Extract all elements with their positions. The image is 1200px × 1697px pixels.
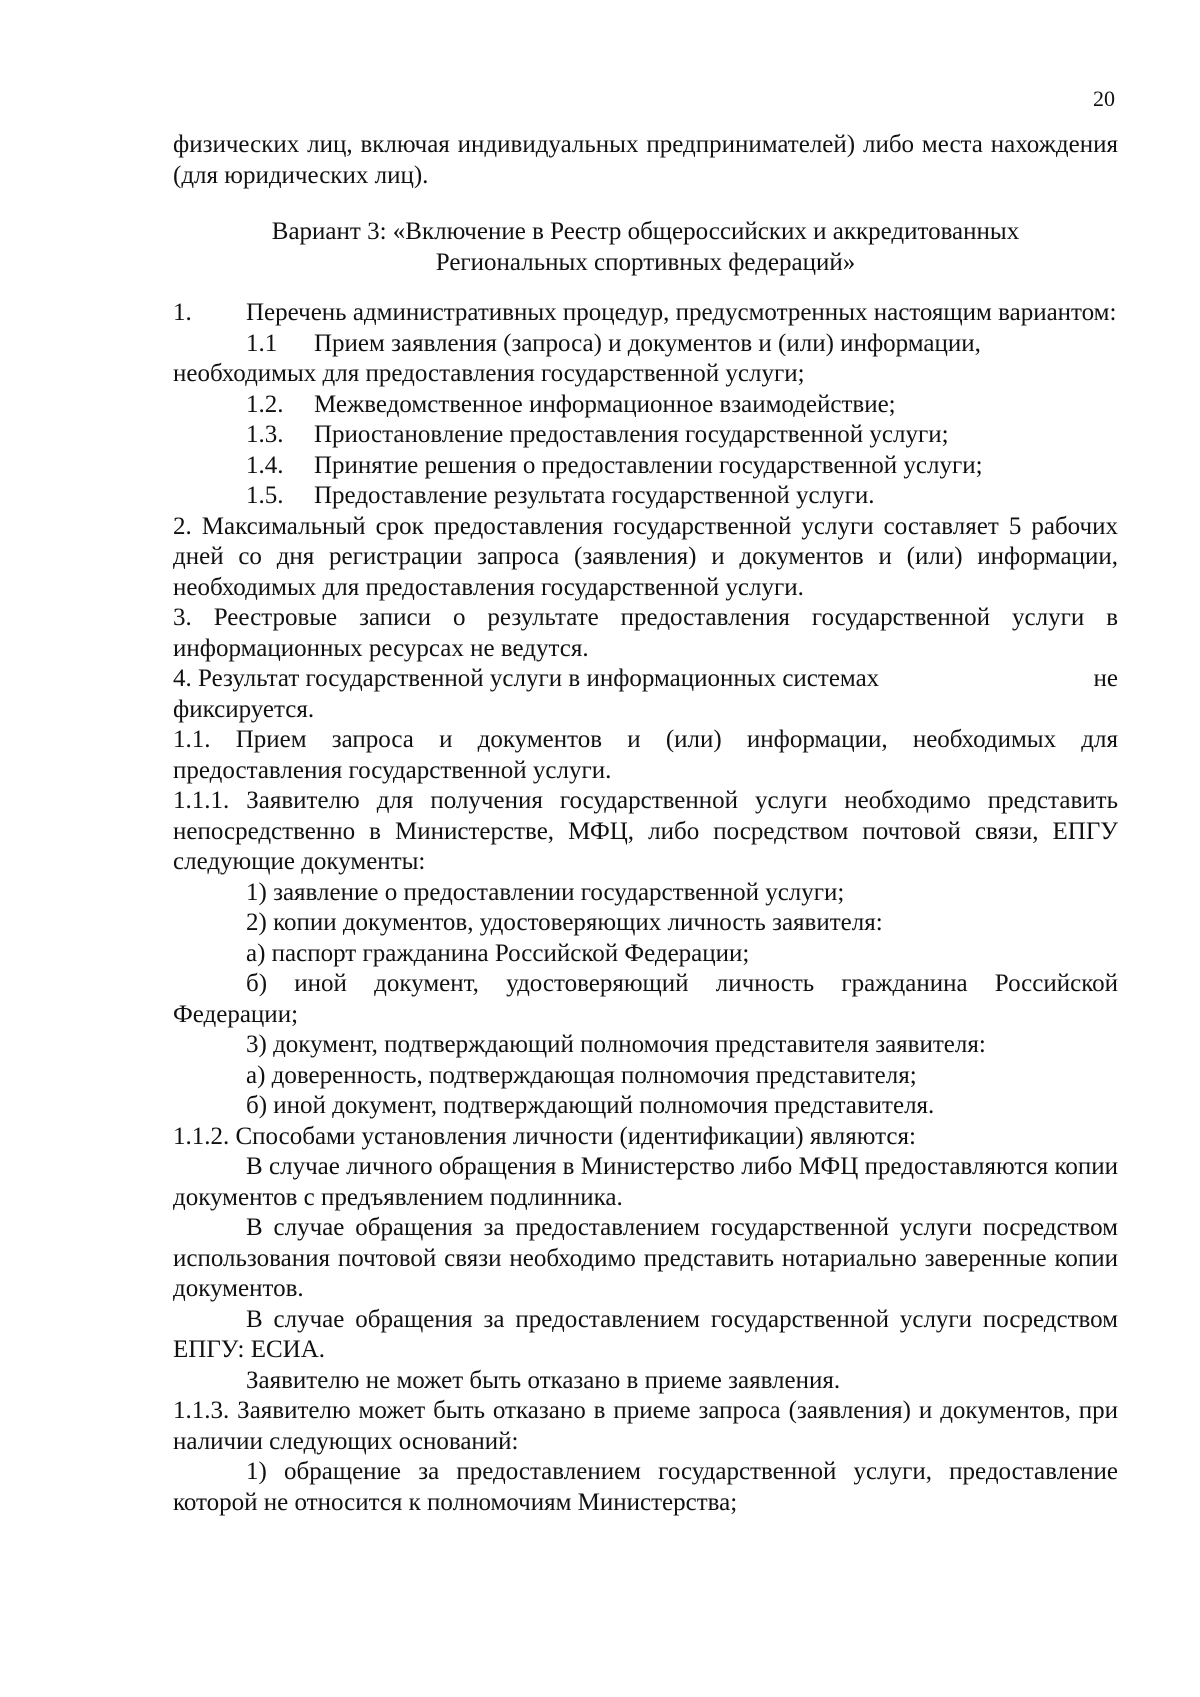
section-1-text — [246, 298, 1118, 329]
identification-item: В случае обращения за предоставлением государственной услуги посредством использования почтовой связи необходимо представить нотариально заверенные копии документов. — [173, 1214, 1118, 1302]
document-body — [173, 130, 1118, 1518]
procedure-text: Приостановление предоставления государственной услуги; — [314, 421, 949, 448]
section-1 — [173, 298, 1118, 329]
page-number: 20 — [1093, 86, 1115, 111]
refusal-ground-item: 1) обращение за предоставлением государственной услуги, предоставление которой не относится к полномочиям Министерства; — [173, 1458, 1118, 1516]
variant-heading — [173, 217, 1118, 278]
variant-heading-line-1: Вариант 3: «Включение в Реестр общероссийских и аккредитованных — [271, 218, 1020, 245]
procedure-number: 1.2. — [246, 390, 284, 418]
procedure-number: 1.4. — [246, 451, 284, 479]
paragraph-4-text: 4. Результат государственной услуги в информационных системах — [173, 665, 880, 692]
document-list-item: 3) документ, подтверждающий полномочия представителя заявителя: — [246, 1031, 986, 1058]
procedure-item — [173, 420, 1118, 451]
paragraph-1-1-1: 1.1.1. Заявителю для получения государственной услуги необходимо представить непосредственно в Министерстве, МФЦ, либо посредством почтовой связи, ЕПГУ следующие документы: — [173, 787, 1118, 875]
procedure-text: Принятие решения о предоставлении государственной услуги; — [314, 451, 983, 479]
procedure-item — [173, 451, 1118, 482]
identification-item: Заявителю не может быть отказано в приеме заявления. — [246, 1366, 841, 1394]
paragraph-1-1-2: 1.1.2. Способами установления личности (идентификации) являются: — [173, 1122, 916, 1150]
paragraph-4-word-end: не — [1093, 665, 1118, 692]
section-1-text-content: Перечень административных процедур, предусмотренных настоящим вариантом: — [246, 299, 1117, 326]
procedure-item — [173, 329, 1118, 360]
procedure-text: Межведомственное информационное взаимодействие; — [314, 390, 896, 418]
paragraph-1-1-3: 1.1.3. Заявителю может быть отказано в приеме запроса (заявления) и документов, при наличии следующих оснований: — [173, 1397, 1118, 1455]
variant-heading-line-2: Региональных спортивных федераций» — [435, 248, 856, 276]
paragraph-4-continuation: фиксируется. — [173, 695, 315, 723]
section-1-number: 1. — [173, 299, 192, 326]
identification-item: В случае обращения за предоставлением государственной услуги посредством ЕПГУ: ЕСИА. — [173, 1305, 1118, 1363]
document-list-item: а) паспорт гражданина Российской Федерации; — [246, 939, 750, 967]
procedure-number: 1.5. — [246, 482, 284, 509]
document-list-item: а) доверенность, подтверждающая полномочия представителя; — [246, 1061, 917, 1089]
procedure-number: 1.3. — [246, 421, 284, 448]
procedure-1-1-continuation: необходимых для предоставления государственной услуги; — [173, 360, 805, 387]
paragraph-1-1: 1.1. Прием запроса и документов и (или) информации, необходимых для предоставления государственной услуги. — [173, 726, 1118, 784]
procedure-number: 1.1 — [246, 329, 278, 357]
paragraph-2: 2. Максимальный срок предоставления государственной услуги составляет 5 рабочих дней со дня регистрации запроса (заявления) и документов и (или) информации, необходимых для предоставления государственной услуги. — [173, 512, 1118, 601]
intro-paragraph: физических лиц, включая индивидуальных предпринимателей) либо места нахождения (для юридических лиц). — [173, 131, 1118, 189]
identification-item: В случае личного обращения в Министерство либо МФЦ предоставляются копии документов с предъявлением подлинника. — [173, 1153, 1118, 1211]
document-list-item: 1) заявление о предоставлении государственной услуги; — [246, 878, 845, 906]
procedure-text: Предоставление результата государственной услуги. — [314, 482, 875, 509]
paragraph-4-line — [173, 664, 1118, 695]
procedure-text: Прием заявления (запроса) и документов и (или) информации, — [314, 329, 981, 357]
document-list-item: 2) копии документов, удостоверяющих личность заявителя: — [246, 909, 883, 936]
paragraph-3: 3. Реестровые записи о результате предоставления государственной услуги в информационных ресурсах не ведутся. — [173, 604, 1118, 662]
document-list-item: б) иной документ, подтверждающий полномочия представителя. — [246, 1092, 935, 1119]
procedure-item — [173, 390, 1118, 421]
document-list-item: б) иной документ, удостоверяющий личность гражданина Российской Федерации; — [173, 970, 1118, 1028]
procedure-item — [173, 481, 1118, 512]
